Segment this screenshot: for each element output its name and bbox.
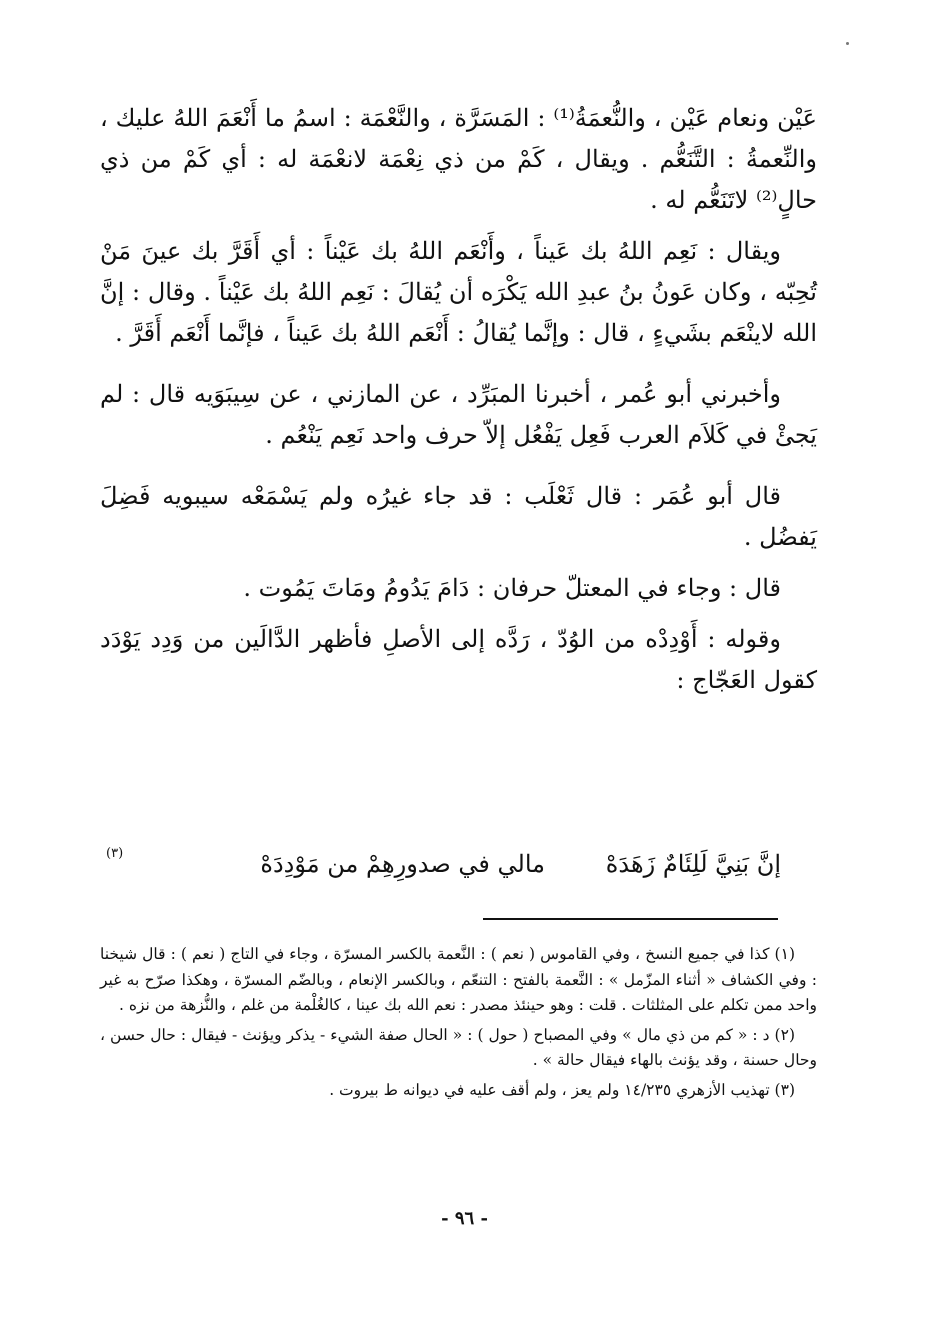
footnote-2: (٢) د : « كم من ذي مال » وفي المصباح ( حول ) : « الحال صفة الشيء - يذكر ويؤنث - فيقال : حال حسن ، وحال حسنة ، وقد يؤنث بالهاء فيقال حالة » .	[100, 1025, 817, 1069]
paragraph-6: وقوله : أَوْدِدْه من الوُدّ ، رَدَّه إلى الأصلِ فأظهر الدَّالَين من وَدِد يَوْدَد كقول العَجّاج :	[100, 625, 817, 694]
paragraph-3: وأخبرني أبو عُمر ، أخبرنا المبَرِّد ، عن المازني ، عن سِيبَوَيه قال : لم يَجئْ في كَلاَم العرب فَعِل يَفْعُل إلاّ حرف واحد نَعِم يَنْعُم .	[100, 380, 817, 449]
main-text	[100, 98, 817, 711]
poem-hemistich-2: مالي في صدورِهِمْ من مَوْدِدَهْ	[260, 850, 545, 878]
footnote-1: (١) كذا في جميع النسخ ، وفي القاموس ( نعم ) : النَّعمة بالكسر المسرّة ، وجاء في التاج ( نعم ) : قال شيخنا : وفي الكشاف « أثناء المزّمل » : النَّعمة بالفتح : التنعّم ، وبالكسر الإنعام ، وبالضّم المسرّة ، وهكذا صرّح به غير واحد ممن تكلم على المثلثات . قلت : وهو حينئذ مصدر : نعم الله بك عينا ، كالغُلْمة من غلم ، والنُّزهة من نزه .	[100, 945, 817, 1014]
page-number: - ٩٦ -	[441, 1208, 488, 1229]
poem-hemistich-1: إنَّ بَنِيَّ لَلِئَامٌ زَهَدَهْ	[605, 850, 781, 878]
paragraph-4: قال أبو عُمَر : قال ثَعْلَب : قد جاء غيرُه ولم يَسْمَعْه سيبويه فَضِلَ يَفضُل .	[100, 482, 817, 551]
footnote-separator	[483, 918, 778, 920]
paragraph-2: ويقال : نَعِم اللهُ بك عَيناً ، وأَنْعَم اللهُ بك عَيْناً : أي أَقَرَّ بك عينَ مَنْ تُحِبّه ، وكان عَونُ بنُ عبدِ الله يَكْرَه أن يُقالَ : نَعِم اللهُ بك عَيْناً . وقال : إنَّ الله لاينْعَم بشَيءٍ ، قال : وإنَّما يُقالُ : أَنْعَم اللهُ بك عَيناً ، فإنَّما أَنْعَم أَقَرَّ .	[100, 237, 817, 347]
poem-footnote-ref: (٣)	[106, 846, 124, 861]
footnotes	[100, 942, 817, 1107]
footnote-3: (٣) تهذيب الأزهري ١٤/٢٣٥ ولم يعز ، ولم أقف عليه في ديوانه ط بيروت .	[329, 1080, 795, 1099]
margin-mark	[846, 42, 849, 45]
poem-verse	[100, 842, 817, 886]
paragraph-1: عَيْن ونعام عَيْن ، والنُّعمَةُ⁽¹⁾ : المَسَرَّة ، والنَّعْمَة : اسمُ ما أَنْعَمَ اللهُ عليك ، والنِّعمةُ : التَّنَعُّم . ويقال ، كَمْ من ذي نِعْمَة لانعْمَة له : أي كَمْ من ذي حالٍ⁽²⁾ لاتَنَعُّم له .	[100, 104, 817, 214]
paragraph-5: قال : وجاء في المعتلّ حرفان : دَامَ يَدُومُ ومَاتَ يَمُوت .	[243, 574, 781, 602]
